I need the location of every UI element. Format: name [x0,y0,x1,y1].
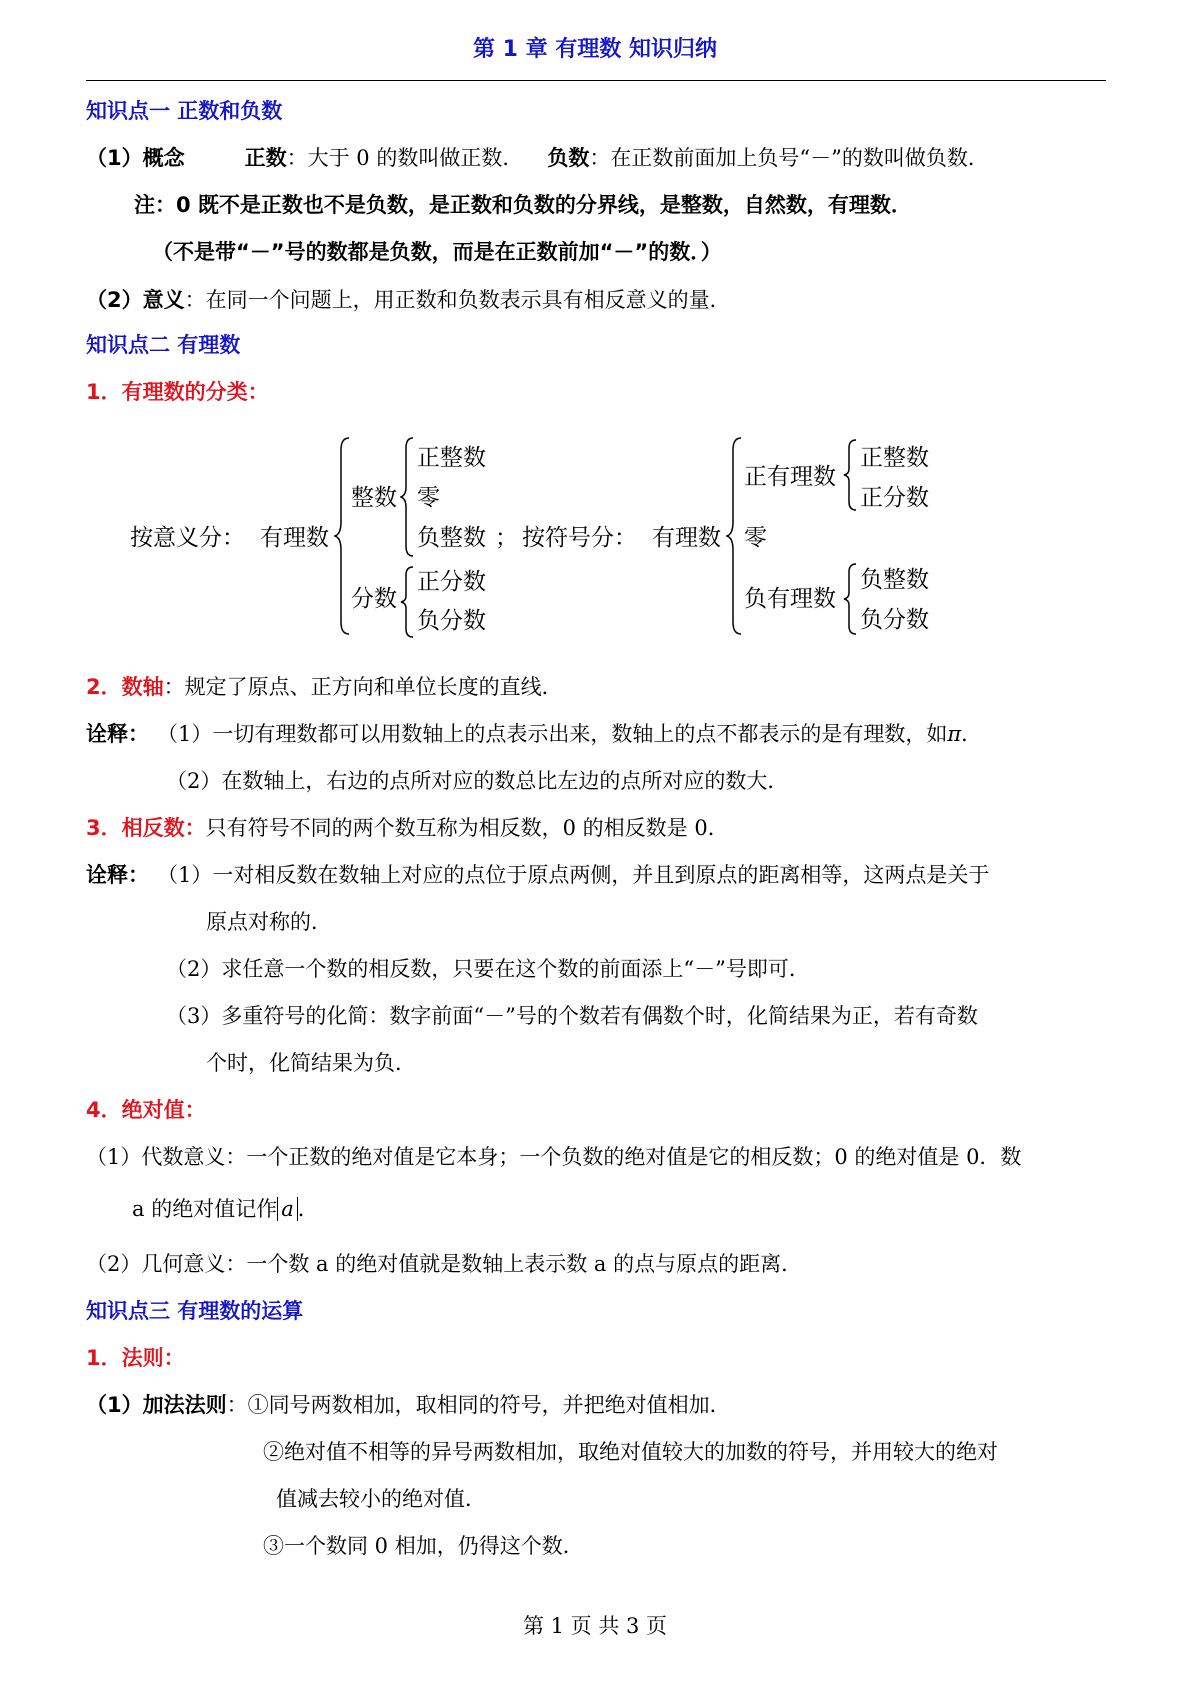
absolute-geometric: （2）几何意义：一个数 a 的绝对值就是数轴上表示数 a 的点与原点的距离． [86,1252,803,1276]
number-line-text: ：规定了原点、正方向和单位长度的直线． [163,675,563,699]
section3-heading: 知识点三 有理数的运算 [86,1299,304,1323]
positive-integer-label: 正整数 [417,445,486,471]
brace-positive-rational [843,438,859,512]
opposite-note-3: （3）多重符号的化简：数字前面“－”号的个数若有偶数个时，化简结果为正，若有奇数 [166,1004,978,1028]
meaning-line [86,284,731,314]
opposite-text: 只有符号不同的两个数互称为相反数，0 的相反数是 0． [205,816,729,840]
negative-term: 负数 [547,146,590,170]
absolute-notation-line [132,1193,319,1223]
zero-note: 注：0 既不是正数也不是负数，是正数和负数的分界线，是整数，自然数，有理数． [134,193,912,217]
separator: ； [495,525,518,551]
page-title: 第 1 章 有理数 知识归纳 [473,37,717,62]
positive-term: 正数 [244,146,287,170]
addition-rule-2-cont: 值减去较小的绝对值． [276,1487,486,1511]
note-label-2: 诠释： [86,863,149,887]
opposite-label: 3．相反数： [86,816,206,840]
negative-integer-label-2: 负整数 [860,567,929,593]
pi-symbol: π [947,722,962,746]
addition-rule-3: ③一个数同 0 相加，仍得这个数． [263,1534,584,1558]
meaning-label: （2）意义 [86,288,185,312]
sign-note: （不是带“－”号的数都是负数，而是在正数前加“－”的数．） [152,240,722,264]
positive-fraction-label: 正分数 [417,569,486,595]
by-meaning-label: 按意义分： [130,525,245,551]
addition-rule-label: （1）加法法则 [86,1393,227,1417]
positive-integer-label-2: 正整数 [860,445,929,471]
negative-fraction-label-2: 负分数 [860,607,929,633]
negative-rational-label: 负有理数 [744,586,836,612]
addition-rule-2: ②绝对值不相等的异号两数相加，取绝对值较大的加数的符号，并用较大的绝对 [263,1440,998,1464]
positive-rational-label: 正有理数 [744,464,836,490]
negative-definition: ：在正数前面加上负号“－”的数叫做负数． [589,146,989,170]
classification-heading: 1．有理数的分类： [86,380,269,404]
brace-integer [400,436,416,558]
section2-heading: 知识点二 有理数 [86,333,241,357]
number-line-line [86,671,563,701]
absolute-value-heading: 4．绝对值： [86,1098,206,1122]
title-divider [86,80,1106,81]
negative-integer-label: 负整数 [417,525,486,551]
pi-period: ． [961,722,983,746]
fraction-label: 分数 [351,586,397,612]
note-label: 诠释： [86,722,149,746]
concept-label: （1）概念 [86,146,185,170]
opposite-note-1-text: （1）一对相反数在数轴上对应的点位于原点两侧，并且到原点的距离相等，这两点是关于 [157,863,990,887]
number-line-note-1-text: （1）一切有理数都可以用数轴上的点表示出来，数轴上的点不都表示的是有理数，如 [157,722,948,746]
opposite-note-1-cont: 原点对称的． [206,910,332,934]
by-sign-label: 按符号分： [522,525,637,551]
rational-label-1: 有理数 [260,525,329,551]
concept-line [86,142,989,172]
section1-heading: 知识点一 正数和负数 [86,99,283,123]
addition-rule-1 [86,1389,731,1419]
integer-label: 整数 [351,485,397,511]
absolute-notation-text: a 的绝对值记作 [132,1197,278,1221]
addition-rule-1-text: ：①同号两数相加，取相同的符号，并把绝对值相加． [226,1393,731,1417]
brace-rational-1 [334,436,352,636]
meaning-text: ：在同一个问题上，用正数和负数表示具有相反意义的量． [184,288,731,312]
negative-fraction-label: 负分数 [417,608,486,634]
opposite-note-3-cont: 个时，化简结果为负． [206,1051,416,1075]
brace-rational-2 [726,436,744,636]
number-line-note-1 [86,718,982,748]
absolute-value-expression: a [277,1197,298,1221]
opposite-note-2: （2）求任意一个数的相反数，只要在这个数的前面添上“－”号即可． [166,957,810,981]
number-line-note-2: （2）在数轴上，右边的点所对应的数总比左边的点所对应的数大． [166,769,789,793]
zero-label-2: 零 [744,525,767,551]
opposite-note-1 [86,859,989,889]
absolute-algebraic: （1）代数意义：一个正数的绝对值是它本身；一个负数的绝对值是它的相反数；0 的绝对值是 0．数 [86,1145,1022,1169]
brace-fraction [400,565,416,639]
zero-label: 零 [417,485,440,511]
absolute-notation-period: ． [297,1197,319,1221]
rational-label-2: 有理数 [652,525,721,551]
opposite-line [86,812,729,842]
rules-heading: 1．法则： [86,1346,185,1370]
positive-definition: ：大于 0 的数叫做正数． [286,146,524,170]
number-line-label: 2．数轴 [86,675,164,699]
positive-fraction-label-2: 正分数 [860,485,929,511]
page-footer: 第 1 页 共 3 页 [522,1614,668,1638]
brace-negative-rational [843,562,859,636]
